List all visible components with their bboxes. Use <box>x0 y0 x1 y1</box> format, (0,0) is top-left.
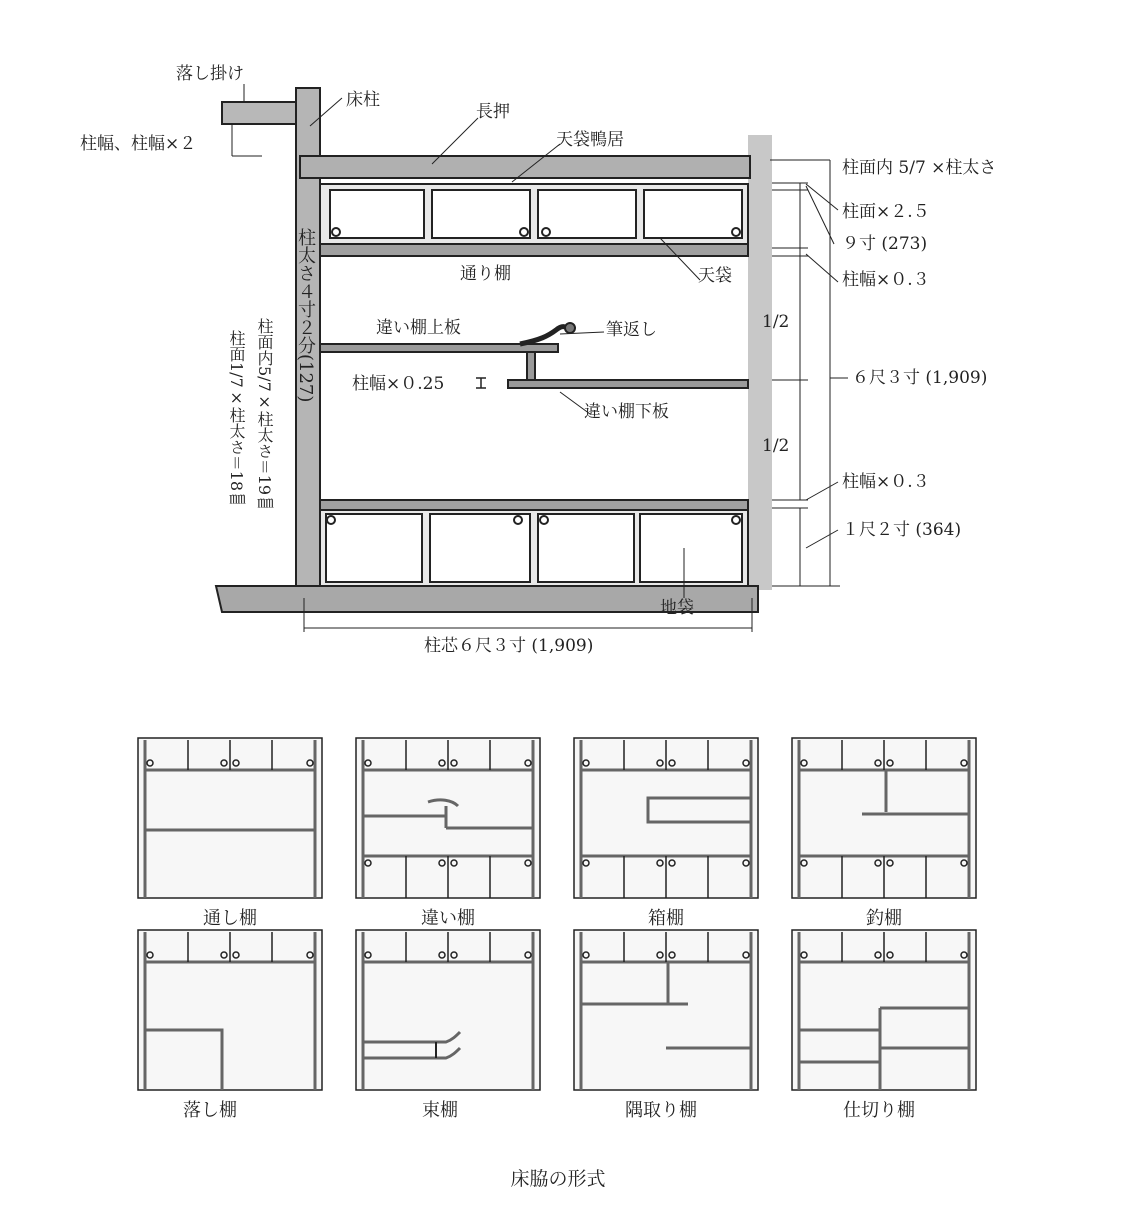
caption-chigaidana: 違い棚 <box>421 908 475 929</box>
label-tokobashira: 床柱 <box>346 90 380 110</box>
variant-toshidana-drawing <box>138 738 322 898</box>
label-hashiramen-25: 柱面×２.５ <box>842 202 930 222</box>
label-chigaidana-upper: 違い棚上板 <box>376 318 461 338</box>
label-hashirahaba-03-top: 柱幅×０.３ <box>842 270 930 290</box>
variant-hakodana-drawing <box>574 738 758 898</box>
caption-sumitoridana: 隅取り棚 <box>625 1100 697 1121</box>
nageshi-beam <box>300 156 750 178</box>
right-wall <box>748 135 772 590</box>
fudegaeshi-curl <box>520 327 568 344</box>
variant-otoshidana-drawing <box>138 930 322 1090</box>
variant-chigaidana-drawing <box>356 738 540 898</box>
caption-tabanedana: 束棚 <box>422 1100 458 1121</box>
label-jibukuro: 地袋 <box>660 598 694 618</box>
label-hashiramen-in-57-vert: 柱面内5/7×柱太さ＝19㎜ <box>255 318 274 512</box>
label-hashiramen-in-57: 柱面内 5/7 ×柱太さ <box>842 158 997 178</box>
label-6shaku3sun: ６尺３寸 (1,909) <box>852 368 988 388</box>
label-chigaidana-lower: 違い棚下板 <box>584 402 669 422</box>
label-half-top: 1/2 <box>762 312 790 332</box>
jibukuro-top-board <box>320 500 748 510</box>
chigaidana-lower <box>508 380 748 388</box>
label-hashirahaba-x2: 柱幅、柱幅×２ <box>80 134 197 154</box>
label-9sun: ９寸 (273) <box>842 234 928 254</box>
label-tenbukuro-kamoi: 天袋鴨居 <box>556 130 624 150</box>
caption-otoshidana: 落し棚 <box>183 1100 237 1121</box>
figure-caption: 床脇の形式 <box>510 1168 606 1190</box>
caption-hakodana: 箱棚 <box>648 908 684 929</box>
label-half-bottom: 1/2 <box>762 436 790 456</box>
label-hashirahaba-025: 柱幅×０.25 <box>352 374 445 394</box>
label-otoshigake: 落し掛け <box>176 64 244 84</box>
tooridana-shelf <box>320 244 748 256</box>
caption-tsuridana: 釣棚 <box>866 908 902 929</box>
caption-toshidana: 通し棚 <box>203 908 257 929</box>
label-tenbukuro: 天袋 <box>698 266 732 286</box>
variant-sumitoridana-drawing <box>574 930 758 1090</box>
label-1shaku2sun: １尺２寸 (364) <box>842 520 962 540</box>
label-hashirahaba-03-bottom: 柱幅×０.３ <box>842 472 930 492</box>
label-hashiramen-17: 柱面1/7×柱太さ＝18㎜ <box>227 330 246 508</box>
otoshigake-beam <box>222 102 296 124</box>
label-hashirashin: 柱芯６尺３寸 (1,909) <box>424 636 594 656</box>
label-fudegaeshi: 筆返し <box>606 320 657 340</box>
variant-tsuridana-drawing <box>792 738 976 898</box>
caption-shikiridana: 仕切り棚 <box>843 1100 915 1121</box>
label-tooridana: 通り棚 <box>460 264 511 284</box>
label-nageshi: 長押 <box>476 102 510 122</box>
variant-tabanedana-drawing <box>356 930 540 1090</box>
variant-shikiridana-drawing <box>792 930 976 1090</box>
label-hashira-futosa: 柱太さ４寸２分(127) <box>295 228 316 403</box>
